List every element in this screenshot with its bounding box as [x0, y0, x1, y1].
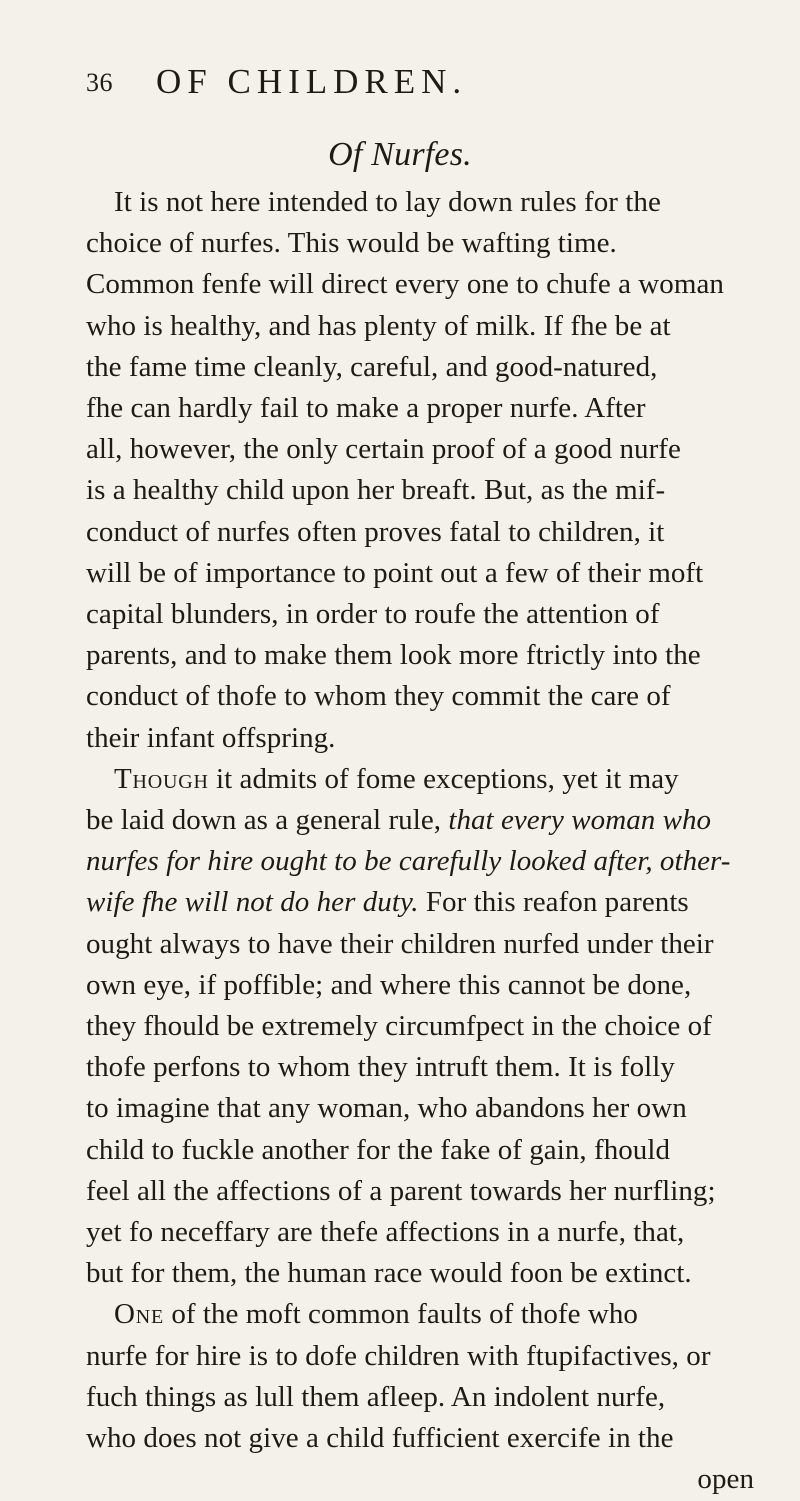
text-line: all, however, the only certain proof of a good nurfe [86, 433, 681, 466]
text-line [86, 759, 758, 800]
section-title: Of Nurfes. [328, 136, 472, 173]
text-segment: For this reafon parents [418, 886, 689, 919]
text-line: fuch things as lull them afleep. An indolent nurfe, [86, 1380, 666, 1413]
text-line: Common fenfe will direct every one to chufe a woman [86, 268, 724, 301]
text-line: conduct of thofe to whom they commit the care of [86, 680, 671, 713]
paragraph-start-word: Though [114, 762, 209, 795]
page-header [86, 62, 758, 102]
text-line: nurfe for hire is to dofe children with ftupifactives, or [86, 1339, 711, 1372]
text-line: It is not here intended to lay down rules for the [114, 186, 661, 218]
italic-text-segment: wife fhe will not do her duty. [86, 886, 419, 919]
text-line: who is healthy, and has plenty of milk. If fhe be at [86, 309, 671, 342]
text-line: the fame time cleanly, careful, and good-natured, [86, 350, 658, 383]
text-line: capital blunders, in order to roufe the attention of [86, 598, 660, 631]
text-line: is a healthy child upon her breaft. But, as the mif- [86, 474, 666, 507]
text-line: child to fuckle another for the fake of gain, fhould [86, 1133, 671, 1166]
text-line: yet fo neceffary are thefe affections in a nurfe, that, [86, 1216, 685, 1249]
italic-text-line: nurfes for hire ought to be carefully looked after, other- [86, 845, 731, 878]
text-line: feel all the affections of a parent towards her nurfling; [86, 1174, 716, 1207]
text-line: their infant offspring. [86, 721, 336, 754]
page-number: 36 [86, 68, 113, 97]
body-text [86, 182, 758, 1501]
text-line [86, 1294, 758, 1335]
text-line: ought always to have their children nurfed under their [86, 927, 714, 960]
text-line: thofe perfons to whom they intruft them. It is folly [86, 1051, 675, 1084]
paragraph-start-word: One [114, 1298, 165, 1331]
text-segment: be laid down as a general rule, [86, 804, 449, 837]
text-line: to imagine that any woman, who abandons her own [86, 1092, 687, 1125]
text-line: will be of importance to point out a few of their moft [86, 556, 704, 589]
text-line: fhe can hardly fail to make a proper nurfe. After [86, 392, 646, 425]
text-segment: it admits of fome exceptions, yet it may [208, 762, 679, 795]
running-head: OF CHILDREN. [156, 62, 468, 101]
text-line: they fhould be extremely circumfpect in the choice of [86, 1010, 712, 1043]
text-line: choice of nurfes. This would be wafting time. [86, 227, 617, 260]
catchword: open [697, 1463, 754, 1496]
text-line: who does not give a child fufficient exercife in the [86, 1422, 674, 1455]
text-line [86, 800, 758, 841]
text-line: but for them, the human race would foon be extinct. [86, 1257, 692, 1290]
text-line [86, 882, 758, 923]
text-line: conduct of nurfes often proves fatal to children, it [86, 515, 665, 548]
text-line: own eye, if poffible; and where this cannot be done, [86, 968, 692, 1001]
text-line: parents, and to make them look more ftrictly into the [86, 639, 701, 672]
text-segment: of the moft common faults of thofe who [164, 1298, 638, 1331]
italic-text-segment: that every woman who [448, 804, 712, 837]
